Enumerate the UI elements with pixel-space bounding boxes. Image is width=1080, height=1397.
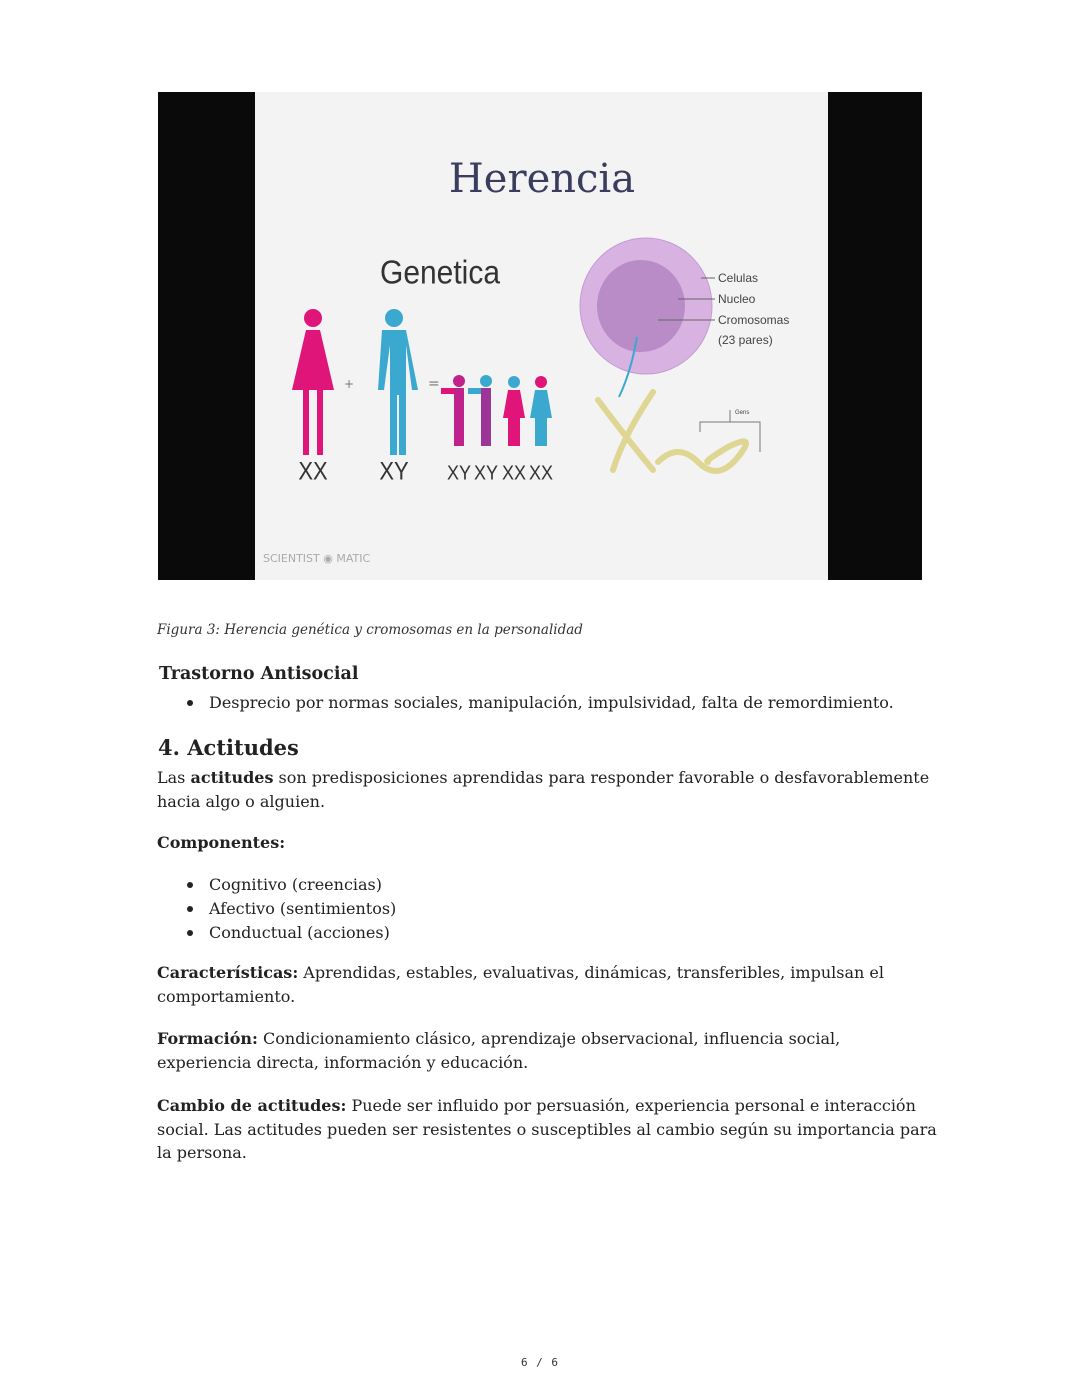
componentes-label <box>157 831 937 855</box>
caracteristicas-paragraph <box>157 961 937 1008</box>
label-gens: Gens <box>735 410 750 416</box>
svg-text:+: + <box>344 377 355 391</box>
figure-subtitle: Genetica <box>380 253 500 291</box>
intro-text: son predisposiciones aprendidas para responder favorable o desfavorablemente hacia algo o alguien. <box>157 768 930 811</box>
caracteristicas-label: Características: <box>157 963 299 982</box>
chromosome-label: XY <box>379 458 409 486</box>
list-item-text: Conductual (acciones) <box>209 923 390 942</box>
chromosome-label: XY <box>474 461 498 485</box>
formacion-label: Formación: <box>157 1029 258 1048</box>
figure-title: Herencia <box>448 156 636 202</box>
list-item <box>187 897 396 921</box>
svg-text:=: = <box>428 376 440 392</box>
chromosome-label: XX <box>529 461 553 485</box>
page-number: 6 / 6 <box>520 1356 560 1369</box>
cambio-label: Cambio de actitudes: <box>157 1096 347 1115</box>
chromosome-label: XX <box>298 458 328 486</box>
formacion-paragraph <box>157 1027 937 1074</box>
list-item <box>187 691 894 715</box>
label-nucleo: Nucleo <box>718 292 756 306</box>
list-item-text: Cognitivo (creencias) <box>209 875 383 894</box>
label-celulas: Celulas <box>718 271 759 285</box>
antisocial-heading: Trastorno Antisocial <box>159 664 359 684</box>
list-item <box>187 873 382 897</box>
actitudes-heading: 4. Actitudes <box>158 735 299 760</box>
actitudes-intro <box>157 766 937 813</box>
list-item-text: Desprecio por normas sociales, manipulación, impulsividad, falta de remordimiento. <box>209 693 894 712</box>
intro-bold: actitudes <box>190 768 274 787</box>
intro-text: Las <box>157 768 191 787</box>
chromosome-label: XX <box>502 461 526 485</box>
label-cromosomas: Cromosomas <box>718 313 790 327</box>
chromosome-label: XY <box>447 461 471 485</box>
list-item <box>187 921 390 945</box>
nucleus-icon <box>597 260 685 352</box>
formacion-text: Condicionamiento clásico, aprendizaje observacional, influencia social, experiencia directa, información y educación. <box>157 1029 841 1072</box>
heredity-figure <box>158 92 922 580</box>
componentes-label-text: Componentes: <box>157 833 286 852</box>
label-pares: (23 pares) <box>718 333 773 347</box>
list-item-text: Afectivo (sentimientos) <box>209 899 397 918</box>
svg-text:SCIENTIST ◉ MATIC: SCIENTIST ◉ MATIC <box>263 552 371 565</box>
heredity-illustration <box>158 92 922 580</box>
cambio-text: Puede ser influido por persuasión, experiencia personal e interacción social. Las actitudes pueden ser resistentes o susceptibles al cambio según su importancia para la persona. <box>157 1096 937 1163</box>
figure-caption: Figura 3: Herencia genética y cromosomas en la personalidad <box>157 622 583 638</box>
caracteristicas-text: Aprendidas, estables, evaluativas, dinámicas, transferibles, impulsan el comportamiento. <box>157 963 884 1006</box>
cambio-paragraph <box>157 1094 937 1165</box>
